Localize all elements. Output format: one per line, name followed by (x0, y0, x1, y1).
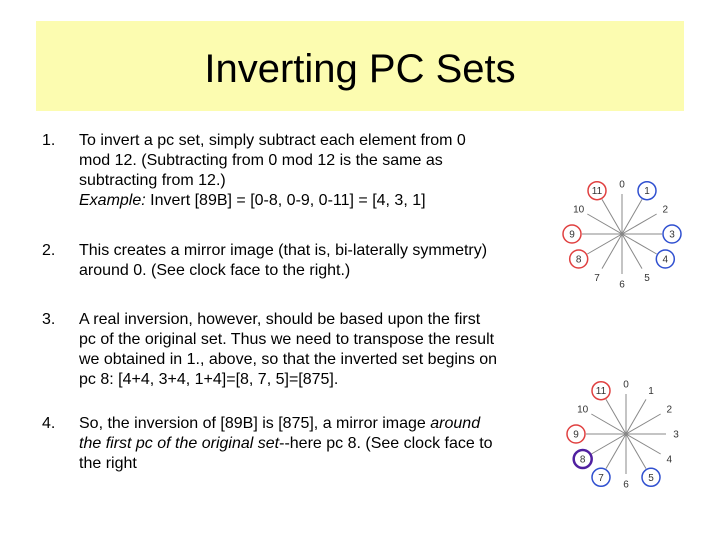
clock-label: 4 (662, 254, 669, 266)
clock-label: 3 (673, 429, 679, 441)
clock-face-top (560, 176, 684, 296)
clock-label: 8 (575, 254, 582, 266)
clock-label: 7 (598, 472, 604, 484)
item-2-line: This creates a mirror image (that is, bi-laterally symmetry) (79, 242, 488, 259)
item-3-number: 3. (42, 311, 56, 328)
clock-label: 2 (666, 404, 673, 416)
clock-label: 6 (623, 479, 629, 491)
item-4-line1-em: around (430, 415, 481, 432)
item-4-line (79, 414, 559, 434)
page-title: Inverting PC Sets (204, 47, 516, 91)
title-banner (36, 21, 684, 111)
item-1-line: mod 12. (Subtracting from 0 mod 12 is the same as (79, 152, 443, 169)
item-1-line: subtracting from 12.) (79, 172, 226, 189)
clock-label: 5 (648, 472, 654, 484)
item-4-line2-em: the first pc of the original set (79, 435, 280, 452)
item-3-text (79, 310, 559, 390)
item-2-text (79, 241, 559, 281)
example-text: Invert [89B] = [0-8, 0-9, 0-11] = [4, 3, 1] (145, 192, 426, 209)
item-1-number: 1. (42, 132, 56, 149)
clock-label: 3 (669, 229, 675, 241)
clock-label: 11 (591, 186, 603, 198)
item-2-number: 2. (42, 242, 56, 259)
item-1-example (79, 191, 559, 211)
clock-label: 2 (662, 204, 669, 216)
clock-label: 6 (619, 279, 625, 291)
clock-label: 9 (573, 429, 579, 441)
item-4-line1-text: So, the inversion of [89B] is [875], a mirror image (79, 415, 431, 432)
clock-label: 5 (644, 272, 650, 284)
item-3-line: pc 8: [4+4, 3+4, 1+4]=[8, 7, 5]=[875]. (79, 371, 339, 388)
item-3-line: A real inversion, however, should be based upon the first (79, 311, 481, 328)
clock-label: 7 (594, 272, 600, 284)
clock-face-bottom (566, 372, 690, 496)
clock-label: 10 (577, 404, 589, 416)
item-1-text (79, 131, 559, 211)
clock-label: 4 (666, 454, 673, 466)
clock-label: 10 (573, 204, 585, 216)
item-4-number: 4. (42, 415, 56, 432)
item-4-line: the right (79, 455, 137, 472)
item-4-line (79, 434, 559, 454)
clock-label: 1 (648, 386, 654, 398)
clock-label: 11 (595, 386, 607, 398)
item-3-line: pc of the original set. Thus we need to transpose the result (79, 331, 495, 348)
clock-label: 1 (644, 186, 650, 198)
clock-label: 0 (623, 379, 629, 391)
item-1-line: To invert a pc set, simply subtract each element from 0 (79, 132, 466, 149)
item-3-line: we obtained in 1., above, so that the inverted set begins on (79, 351, 498, 368)
clock-label: 0 (619, 179, 625, 191)
item-4-line2-text: --here pc 8. (See clock face to (279, 435, 493, 452)
example-label: Example: (79, 192, 146, 209)
item-4-text (79, 414, 559, 474)
clock-label: 9 (569, 229, 575, 241)
item-2-line: around 0. (See clock face to the right.) (79, 262, 351, 279)
clock-label: 8 (579, 454, 586, 466)
